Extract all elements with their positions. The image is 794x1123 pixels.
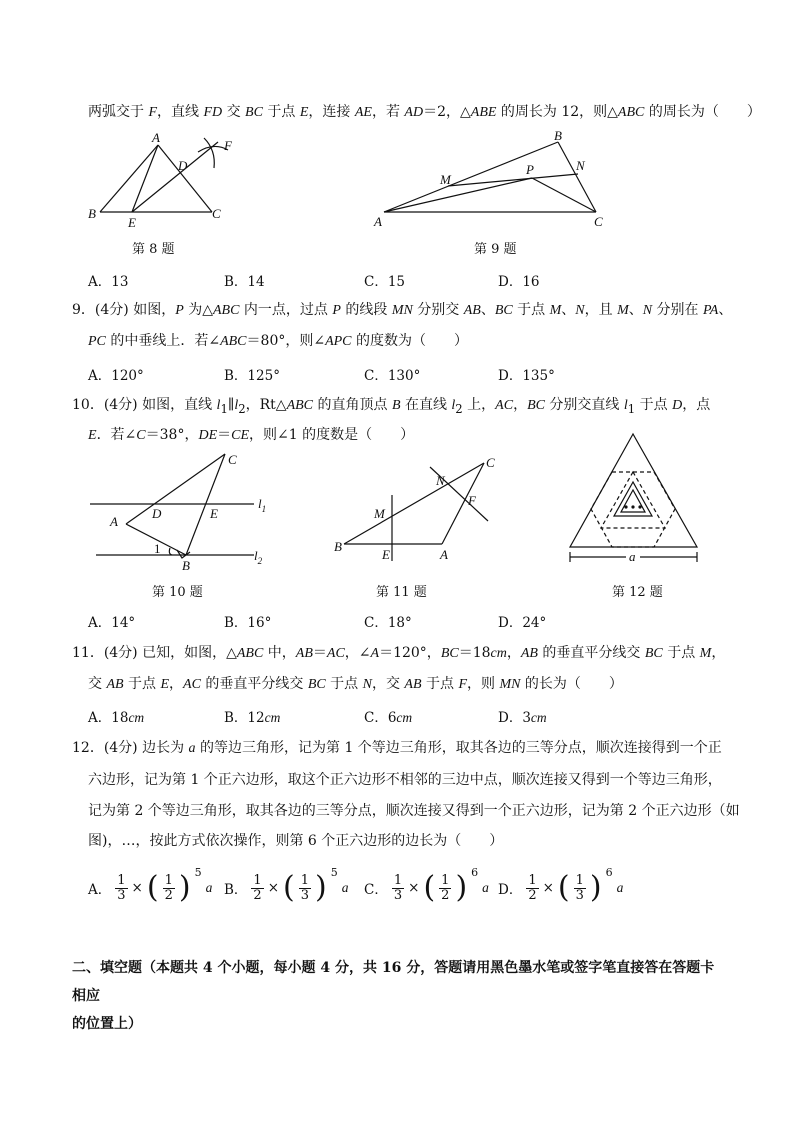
q10-options (88, 611, 688, 631)
q12-option-b: B． $\frac{1}{2}$ × ( $\frac{1}{3}$ ) 5 a (224, 865, 349, 905)
fig9-label-P: P (526, 162, 534, 177)
caption-11: 第 11 题 (376, 585, 427, 600)
fig10-label-A: A (110, 514, 118, 529)
fig10-label-D: D (152, 506, 162, 521)
q12-option-d: D． $\frac{1}{2}$ × ( $\frac{1}{3}$ ) 6 a (498, 865, 624, 905)
figure-11 (332, 455, 507, 565)
caption-8: 第 8 题 (132, 242, 175, 257)
q9-option-c: C．130° (364, 368, 421, 384)
fig11-label-B: B (334, 539, 342, 554)
q12-option-c: C． $\frac{1}{3}$ × ( $\frac{1}{2}$ ) 6 a (364, 865, 489, 905)
q8-option-b: B．14 (224, 274, 265, 290)
q12-line-4: 图)，…，按此方式依次操作，则第 6 个正六边形的边长为（ ） (88, 833, 504, 849)
q10-option-c: C．18° (364, 615, 412, 631)
figure-8 (86, 130, 246, 230)
fig10-label-B: B (182, 558, 190, 573)
caption-9: 第 9 题 (474, 242, 517, 257)
q9-option-a: A．120° (88, 368, 144, 384)
fig11-label-M: M (374, 506, 385, 521)
q9-option-d: D．135° (498, 368, 555, 384)
caption-10: 第 10 题 (152, 585, 203, 600)
q9-option-b: B．125° (224, 368, 280, 384)
q11-option-c: C．6cm (364, 710, 413, 726)
q9-line-1: 9．(4分) 如图，P 为△ABC 内一点，过点 P 的线段 MN 分别交 AB、BC 于点 M、N，且 M、N 分别在 PA、 (72, 302, 733, 318)
q10-option-d: D．24° (498, 615, 547, 631)
fig12-label-a: a (629, 549, 636, 564)
q8-options (88, 270, 688, 290)
q8-option-c: C．15 (364, 274, 406, 290)
q8-option-d: D．16 (498, 274, 540, 290)
fig11-label-F: F (468, 493, 476, 508)
q10-line-1: 10．(4分) 如图，直线 $l_1\parallel l_2$，Rt△ABC 的直角顶点 B 在直线 $l_2$ 上，AC，BC 分别交直线 $l_1$ 于点 D，点 (72, 397, 711, 416)
figure-10 (86, 452, 276, 577)
section-2-heading (72, 954, 722, 1038)
fig9-label-A: A (374, 214, 382, 229)
fig8-label-D: D (178, 158, 188, 173)
figure-9 (372, 130, 612, 230)
section-2-line-1: 二、填空题（本题共 4 个小题，每小题 4 分，共 16 分，答题请用黑色墨水笔或签字笔直接答在答题卡相应 (72, 960, 715, 1004)
fig11-label-N: N (436, 473, 445, 488)
q10-option-b: B．16° (224, 615, 272, 631)
q8-option-a: A．13 (88, 274, 129, 290)
fig9-label-B: B (554, 128, 562, 143)
fig11-label-C: C (486, 455, 495, 470)
q9-options (88, 364, 688, 384)
fig11-label-E: E (382, 547, 390, 562)
fig10-label-C: C (228, 452, 237, 467)
q12-options (88, 858, 688, 918)
q11-option-b: B．12cm (224, 710, 281, 726)
q12-line-2: 六边形，记为第 1 个正六边形，取这个正六边形不相邻的三边中点，顺次连接又得到一个等边三角形， (88, 772, 722, 788)
q11-line-1: 11．(4分) 已知，如图，△ABC 中，AB＝AC，∠A＝120°，BC＝18cm，AB 的垂直平分线交 BC 于点 M， (72, 645, 726, 661)
q11-option-d: D．3cm (498, 710, 547, 726)
fig10-label-l1: $l_1$ (258, 496, 267, 514)
fig10-label-l2: $l_2$ (254, 548, 263, 566)
q11-options (88, 706, 688, 726)
q11-line-2: 交 AB 于点 E，AC 的垂直平分线交 BC 于点 N，交 AB 于点 F，则 MN 的长为（ ） (88, 676, 623, 692)
fig8-label-E: E (128, 215, 136, 230)
fig8-label-F: F (224, 138, 232, 153)
q12-option-a: A． $\frac{1}{3}$ × ( $\frac{1}{2}$ ) 5 a (88, 865, 213, 905)
q9-line-2: PC 的中垂线上．若∠ABC＝80°，则∠APC 的度数为（ ） (88, 333, 468, 349)
figure-12 (566, 430, 706, 570)
fig8-label-A: A (152, 130, 160, 145)
fig8-label-B: B (88, 206, 96, 221)
fig11-label-A: A (440, 547, 448, 562)
q11-option-a: A．18cm (88, 710, 145, 726)
fig10-label-1: 1 (154, 541, 161, 556)
q8-text-line: 两弧交于 F，直线 FD 交 BC 于点 E，连接 AE，若 AD＝2，△ABE 的周长为 12，则△ABC 的周长为（ ） (88, 104, 761, 120)
fig8-label-C: C (212, 206, 221, 221)
caption-12: 第 12 题 (612, 585, 663, 600)
q10-line-2: E．若∠C＝38°，DE＝CE，则∠1 的度数是（ ） (88, 427, 415, 443)
fig10-label-E: E (210, 506, 218, 521)
q12-line-1: 12．(4分) 边长为 a 的等边三角形，记为第 1 个等边三角形，取其各边的三等分点，顺次连接得到一个正 (72, 740, 722, 756)
fig9-label-N: N (576, 158, 585, 173)
fig9-label-M: M (440, 172, 451, 187)
q10-option-a: A．14° (88, 615, 136, 631)
q12-line-3: 记为第 2 个等边三角形，取其各边的三等分点，顺次连接又得到一个正六边形，记为第 2 个正六边形（如 (88, 803, 740, 819)
section-2-line-2: 的位置上） (72, 1016, 142, 1032)
fig9-label-C: C (594, 214, 603, 229)
